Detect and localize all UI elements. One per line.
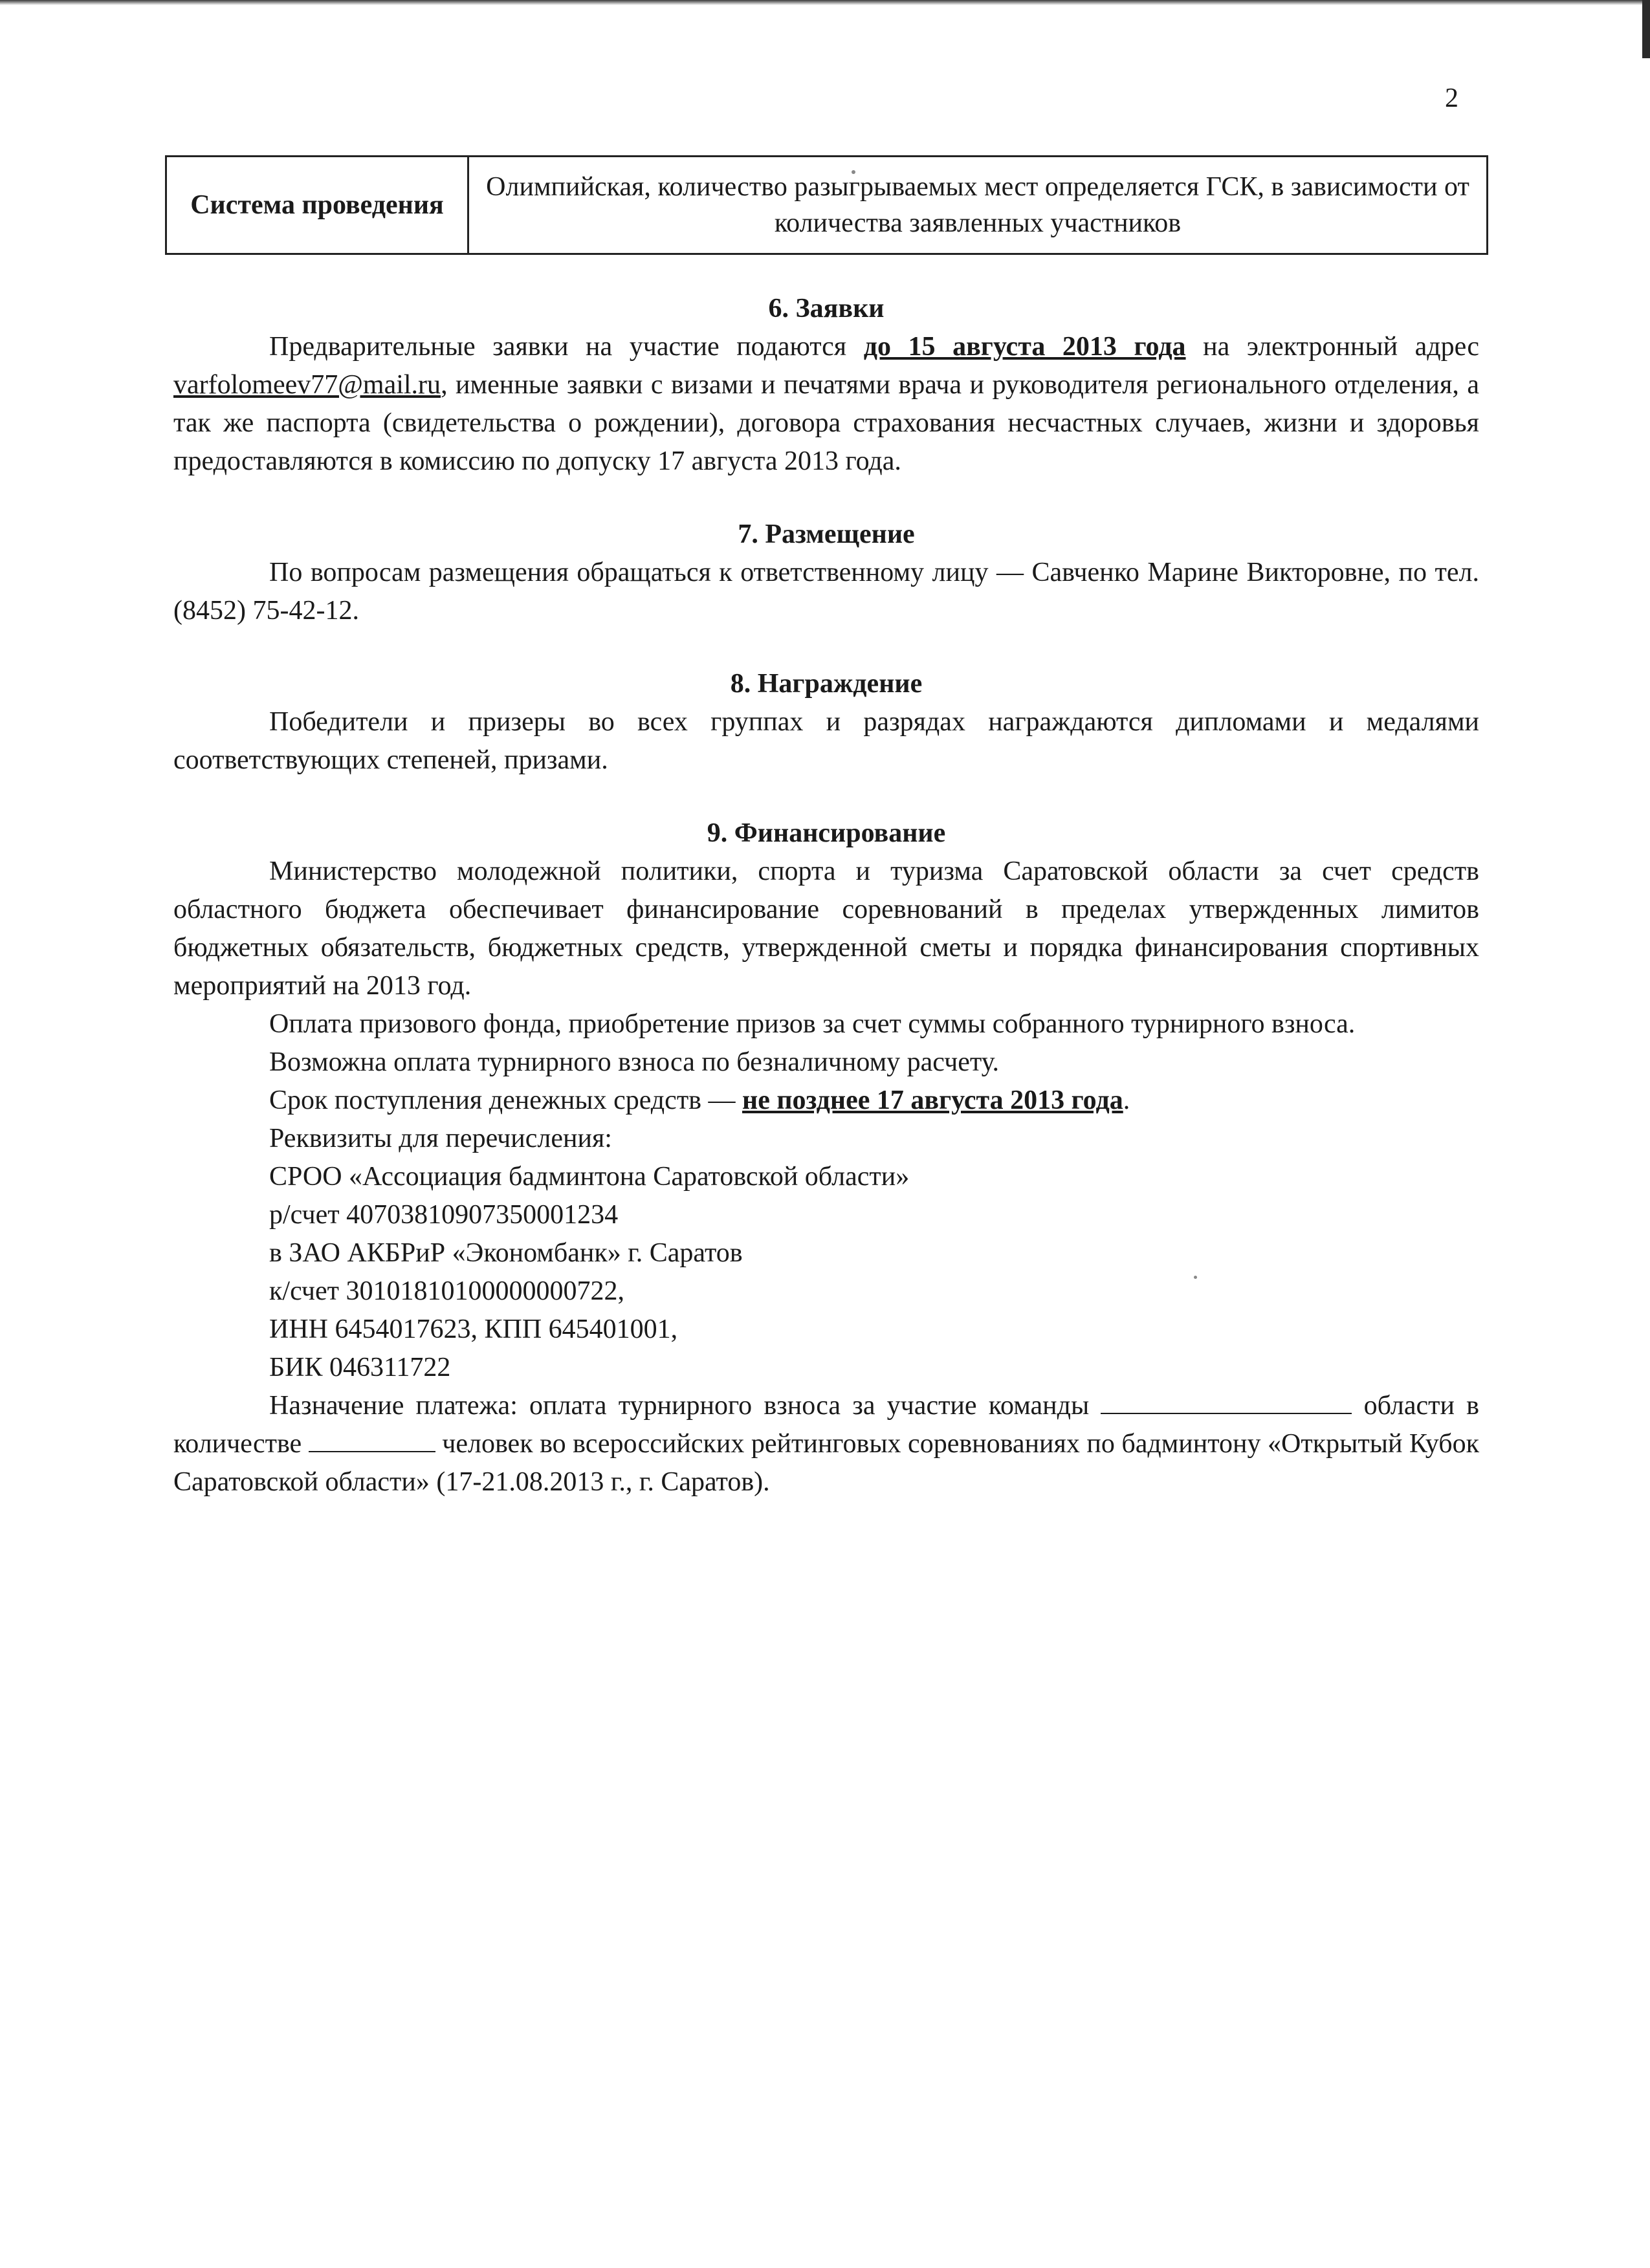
email-link[interactable]: varfolomeev77@mail.ru <box>173 370 441 400</box>
table-label-cell: Система проведения <box>166 157 468 254</box>
financing-paragraph-ministry: Министерство молодежной политики, спорта и туризма Саратовской области за счет средств областного бюджета обеспечивает финансирование соревнований в пределах утвержденных лимитов бюджетных обязательств, бюджетных средств, утвержденной сметы и порядка финансирования спортивных мероприятий на 2013 год. <box>173 856 1479 1001</box>
section-heading-accommodation: 7. Размещение <box>738 519 915 549</box>
financing-paragraph-prize-fund: Оплата призового фонда, приобретение призов за счет суммы собранного турнирного взноса. <box>269 1009 1356 1039</box>
team-blank-line <box>1101 1387 1352 1414</box>
document-body <box>173 290 1479 1501</box>
applications-deadline: до 15 августа 2013 года <box>863 332 1186 362</box>
accommodation-paragraph: По вопросам размещения обращаться к ответственному лицу — Савченко Марине Викторовне, по тел. (8452) 75-42-12. <box>173 558 1479 626</box>
awards-paragraph: Победители и призеры во всех группах и разрядах награждаются дипломами и медалями соответствующих степеней, призами. <box>173 707 1479 775</box>
applications-text-2: на электронный адрес <box>1185 332 1479 362</box>
applications-paragraph <box>173 328 1479 481</box>
deadline-text: Срок поступления денежных средств — <box>269 1085 743 1115</box>
deadline-end: . <box>1123 1085 1130 1115</box>
purpose-text-3: человек во всероссийских рейтинговых соревнованиях по бадминтону «Открытый Кубок Саратовской области» (17-21.08.2013 г., г. Саратов). <box>173 1429 1480 1497</box>
requisites-line: к/счет 30101810100000000722, <box>269 1276 624 1306</box>
table-value-cell: Олимпийская, количество разыгрываемых мест определяется ГСК, в зависимости от количества заявленных участников <box>468 157 1488 254</box>
count-blank-line <box>309 1425 435 1452</box>
financing-line-deadline <box>173 1082 1479 1120</box>
requisites-line: СРОО «Ассоциация бадминтона Саратовской области» <box>269 1162 910 1192</box>
requisites-line: р/счет 40703810907350001234 <box>269 1200 619 1230</box>
requisites-line: Реквизиты для перечисления: <box>269 1124 612 1153</box>
competition-system-table <box>165 155 1488 255</box>
requisites-line: БИК 046311722 <box>269 1353 451 1382</box>
scan-edge-right <box>1642 0 1650 58</box>
payment-deadline: не позднее 17 августа 2013 года <box>742 1085 1123 1115</box>
section-heading-financing: 9. Финансирование <box>707 818 946 848</box>
purpose-text-2: области в количестве <box>173 1391 1480 1459</box>
purpose-text-1: Назначение платежа: оплата турнирного взноса за участие команды <box>269 1391 1101 1421</box>
section-heading-applications: 6. Заявки <box>768 294 885 323</box>
applications-text-3: , именные заявки с визами и печатями врача и руководителя регионального отделения, а так же паспорта (свидетельства о рождении), договора страхования несчастных случаев, жизни и здоровья предоставляются в комиссию по допуску 17 августа 2013 года. <box>173 370 1479 476</box>
financing-line-cashless: Возможна оплата турнирного взноса по безналичному расчету. <box>269 1047 999 1077</box>
section-heading-awards: 8. Награждение <box>730 669 923 699</box>
requisites-line: в ЗАО АКБРиР «Экономбанк» г. Саратов <box>269 1238 743 1268</box>
scan-edge-top <box>0 0 1650 5</box>
page-number: 2 <box>1445 83 1458 113</box>
applications-text-1: Предварительные заявки на участие подаются <box>269 332 864 362</box>
table-row <box>166 157 1488 254</box>
requisites-line: ИНН 6454017623, КПП 645401001, <box>269 1314 678 1344</box>
payment-purpose-paragraph <box>173 1387 1479 1501</box>
